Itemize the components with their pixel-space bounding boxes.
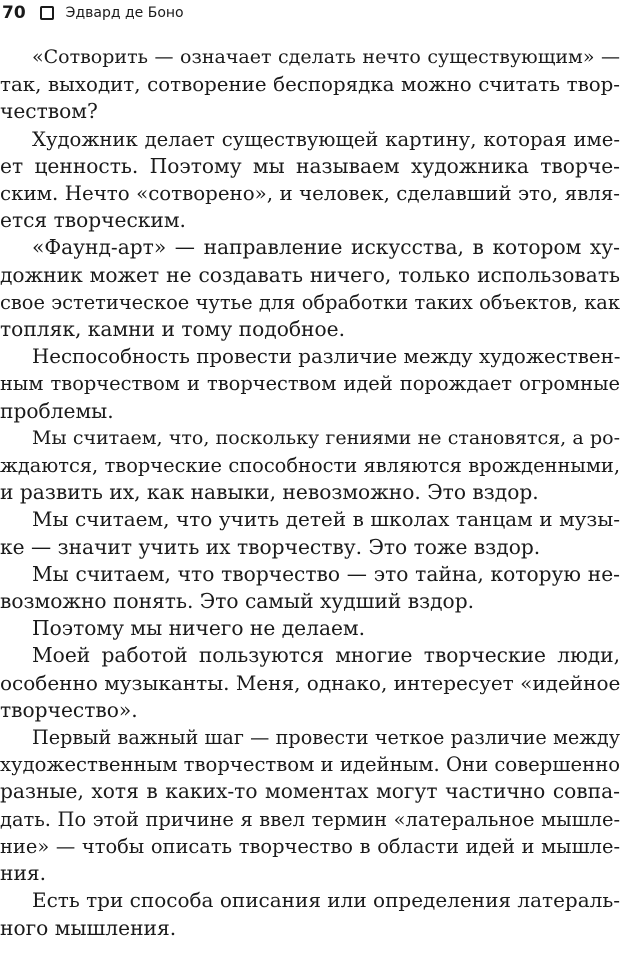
- page-header: [2, 2, 184, 24]
- text-line: ным творчеством и творчеством идей порождает огромные: [0, 372, 620, 396]
- page-number: 70: [2, 3, 26, 23]
- text-line: разные, хотя в каких-то моментах могут частично совпа-: [0, 779, 620, 804]
- text-line: топляк, камни и тому подобное.: [0, 317, 345, 342]
- text-line: Есть три способа описания или определения латераль-: [32, 888, 620, 913]
- text-line: дожник может не создавать ничего, только использовать: [0, 262, 620, 287]
- text-line: Мы считаем, что учить детей в школах танцам и музы-: [32, 507, 620, 532]
- text-line: ждаются, творческие способности являются врожденными,: [0, 454, 620, 478]
- text-line: Мы считаем, что, поскольку гениями не становятся, а ро-: [32, 426, 620, 449]
- body-text: [0, 44, 620, 942]
- text-line: Первый важный шаг — провести четкое различие между: [32, 726, 620, 750]
- text-line: Художник делает существующей картину, которая име-: [32, 127, 620, 151]
- text-line: и развить их, как навыки, невозможно. Это вздор.: [0, 480, 539, 505]
- text-line: «Сотворить — означает сделать нечто существующим» —: [32, 46, 620, 68]
- text-line: художественным творчеством и идейным. Они совершенно: [0, 753, 620, 777]
- text-line: «Фаунд-арт» — направление искусства, в котором ху-: [32, 235, 620, 260]
- text-line: Поэтому мы ничего не делаем.: [32, 616, 366, 641]
- text-line: ния.: [0, 861, 47, 886]
- text-line: Моей работой пользуются многие творческие люди,: [32, 643, 620, 668]
- text-line: творчество».: [0, 697, 138, 722]
- text-line: возможно понять. Это самый худший вздор.: [0, 589, 475, 614]
- text-line: ским. Нечто «сотворено», и человек, сделавший это, явля-: [0, 182, 620, 206]
- text-line: дать. По этой причине я ввел термин «латеральное мышле-: [0, 807, 620, 831]
- text-line: чеством?: [0, 99, 98, 124]
- text-line: свое эстетическое чутье для обработки таких объектов, как: [0, 290, 620, 314]
- text-line: ется творческим.: [0, 208, 186, 233]
- text-line: Неспособность провести различие между художествен-: [32, 345, 620, 369]
- text-line: ет ценность. Поэтому мы называем художника творче-: [0, 153, 620, 178]
- text-line: Мы считаем, что творчество — это тайна, которую не-: [32, 561, 620, 586]
- text-line: проблемы.: [0, 398, 114, 423]
- text-line: так, выходит, сотворение беспорядка можно считать твор-: [0, 73, 620, 97]
- text-line: ного мышления.: [0, 915, 177, 940]
- text-line: ке — значит учить их творчеству. Это тоже вздор.: [0, 534, 541, 559]
- running-title: Эдвард де Боно: [65, 5, 184, 21]
- text-line: ние» — чтобы описать творчество в области идей и мышле-: [0, 834, 620, 858]
- square-bullet-icon: [40, 6, 54, 20]
- text-line: особенно музыканты. Меня, однако, интересует «идейное: [0, 670, 620, 695]
